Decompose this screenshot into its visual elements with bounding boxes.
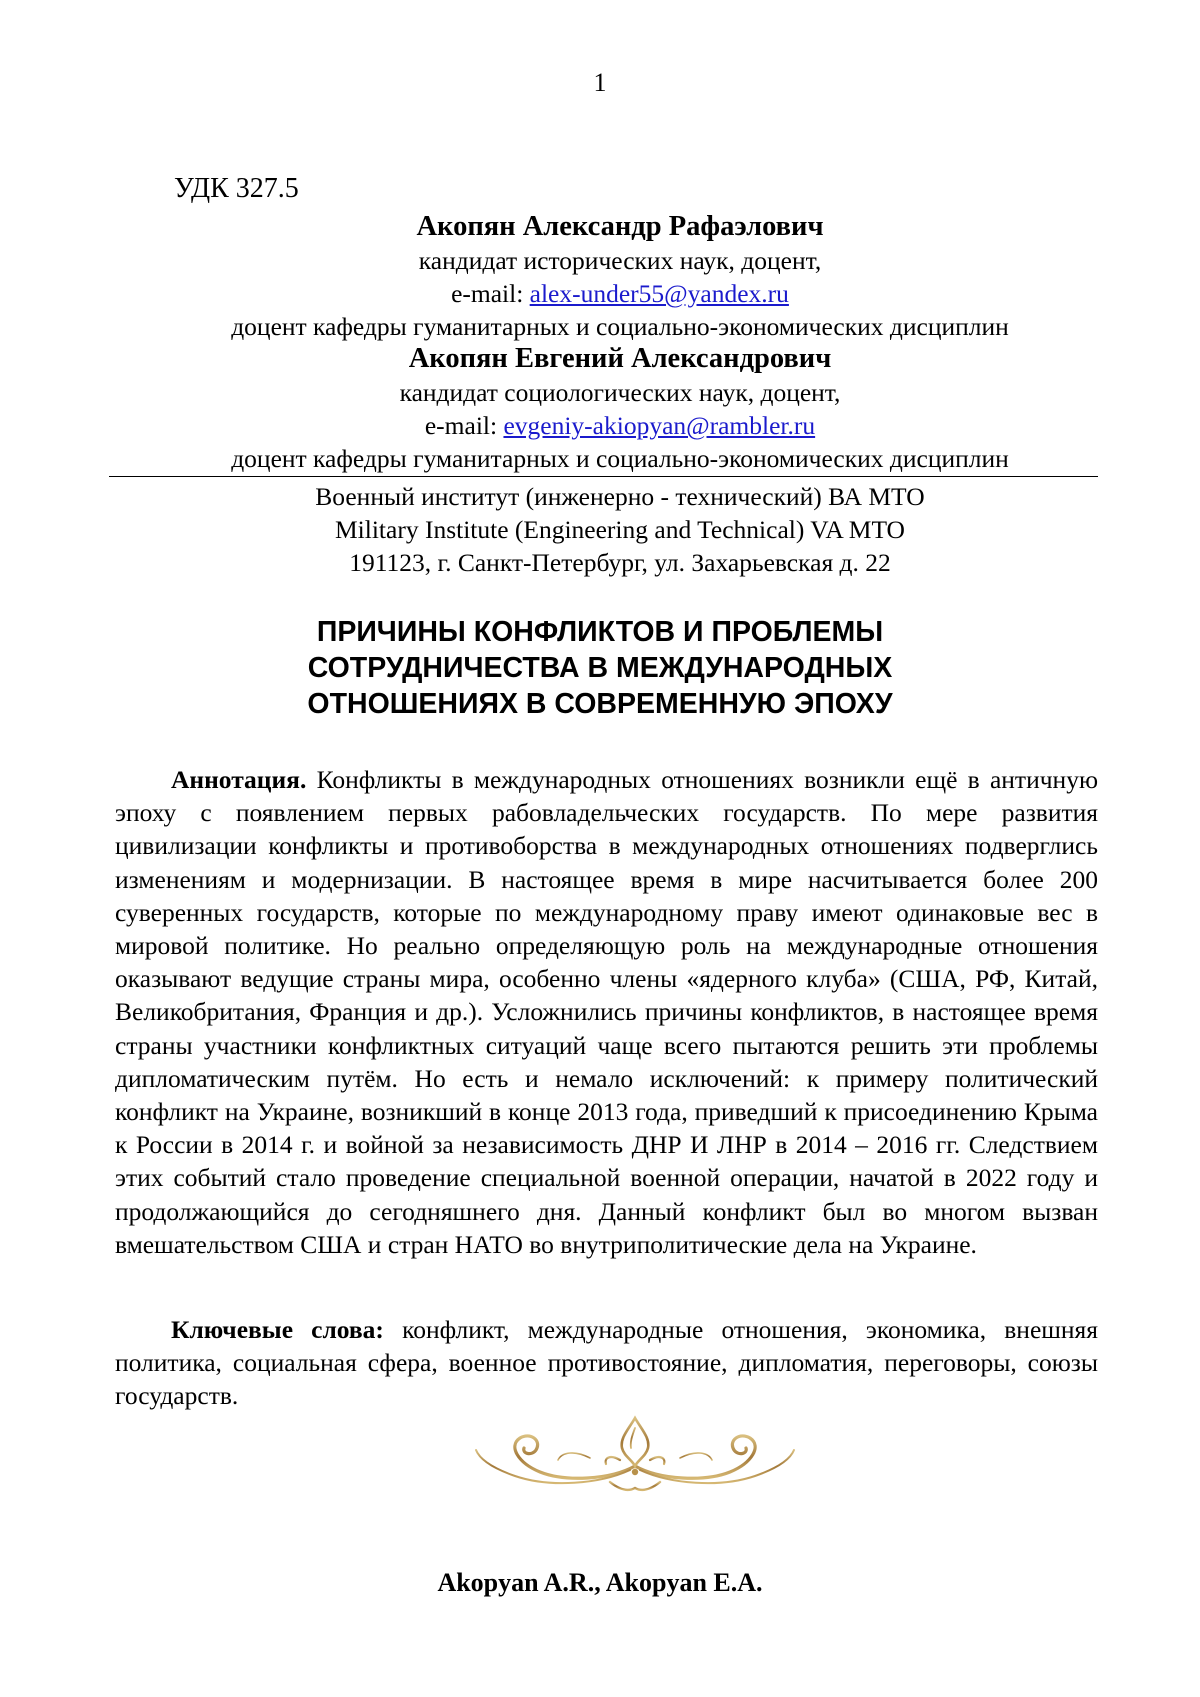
abstract-text: Конфликты в международных отношениях возникли ещё в античную эпоху с появлением первых рабовладельческих государств. По мере развития цивилизации конфликты и противоборства в международных отношениях подверглись изменениям и модернизации. В настоящее время в мире насчитывается более 200 суверенных государств, которые по международному праву имеют одинаковые вес в мировой политике. Но реально определяющую роль на международные отношения оказывают ведущие страны мира, особенно члены «ядерного клуба» (США, РФ, Китай, Великобритания, Франция и др.). Усложнились причины конфликтов, в настоящее время страны участники конфликтных ситуаций чаще всего пытаются решить эти проблемы дипломатическим путём. Но есть и немало исключений: к примеру политический конфликт на Украине, возникший в конце 2013 года, приведший к присоединению Крыма к России в 2014 г. и войной за независимость ДНР И ЛНР в 2014 – 2016 гг. Следствием этих событий стало проведение специальной военной операции, начатой в 2022 году и продолжающийся до сегодняшнего дня. Данный конфликт был во многом вызван вмешательством США и стран НАТО во внутриполитические дела на Украине. [115, 765, 1098, 1259]
author-email-line [120, 277, 1120, 310]
institution-address: 191123, г. Санкт-Петербург, ул. Захарьевская д. 22 [349, 548, 891, 577]
udc-code: УДК 327.5 [174, 173, 299, 204]
email-link[interactable]: evgeniy-akiopyan@rambler.ru [503, 411, 816, 440]
author-degree: кандидат социологических наук, доцент, [399, 378, 841, 407]
keywords-paragraph [115, 1313, 1098, 1413]
keywords-label: Ключевые слова: [171, 1315, 384, 1344]
author-position: доцент кафедры гуманитарных и социально-экономических дисциплин [231, 312, 1009, 341]
gold-flourish-divider-icon [470, 1410, 800, 1500]
abstract-label: Аннотация. [171, 765, 307, 794]
author-email-line [120, 409, 1120, 442]
author-block-2 [120, 341, 1120, 475]
institution-name-en: Military Institute (Engineering and Technical) VA MTO [335, 515, 905, 544]
author-name: Акопян Александр Рафаэлович [416, 211, 824, 242]
closing-authors: Akopyan A.R., Akopyan E.A. [437, 1568, 763, 1597]
page-number: 1 [593, 68, 607, 97]
horizontal-rule [109, 476, 1098, 477]
title-line: ОТНОШЕНИЯХ В СОВРЕМЕННУЮ ЭПОХУ [307, 688, 893, 720]
author-name: Акопян Евгений Александрович [408, 343, 832, 374]
email-label: e-mail: [451, 279, 530, 308]
paper-title [150, 614, 1050, 722]
keywords-text: конфликт, международные отношения, экономика, внешняя политика, социальная сфера, военное противостояние, дипломатия, переговоры, союзы государств. [115, 1315, 1099, 1411]
institution-name-ru: Военный институт (инженерно - технический) ВА МТО [315, 482, 925, 511]
title-line: ПРИЧИНЫ КОНФЛИКТОВ И ПРОБЛЕМЫ [316, 616, 884, 648]
email-link[interactable]: alex-under55@yandex.ru [529, 279, 789, 308]
title-line: СОТРУДНИЧЕСТВА В МЕЖДУНАРОДНЫХ [307, 652, 893, 684]
abstract-paragraph [115, 763, 1098, 1261]
author-degree: кандидат исторических наук, доцент, [418, 246, 822, 275]
author-position: доцент кафедры гуманитарных и социально-экономических дисциплин [231, 444, 1009, 473]
author-block-1 [120, 209, 1120, 343]
institution-block [120, 480, 1120, 579]
email-label: e-mail: [424, 411, 504, 440]
